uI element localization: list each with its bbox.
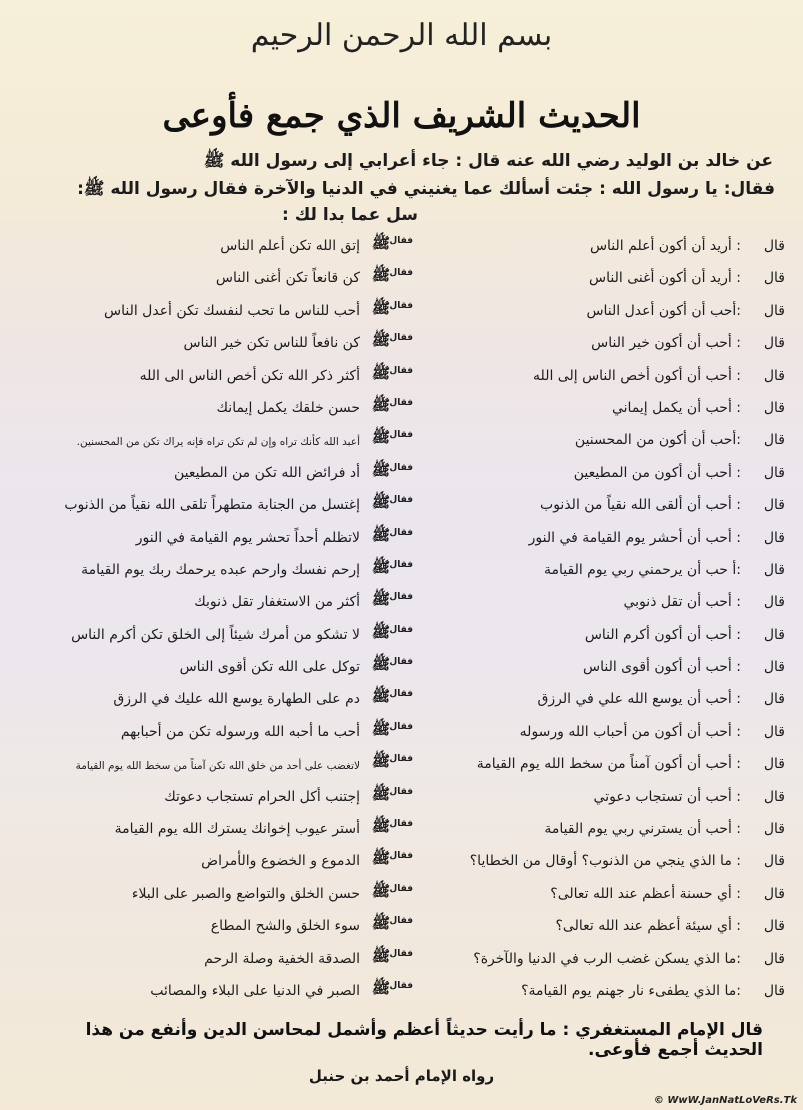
- qa-row: [20, 653, 785, 685]
- answer-label: فقال:: [385, 980, 413, 991]
- intro-line-2: فقال: يا رسول الله : جئت أسألك عما يغنيني في الدنيا والآخرة فقال رسول الله ﷺ:: [77, 179, 775, 199]
- answer-text: أكثر من الاستغفار تقل ذنوبك: [194, 594, 360, 611]
- qa-row: [20, 556, 785, 588]
- qa-row: [20, 297, 785, 329]
- qa-row: [20, 329, 785, 361]
- salawat-glyph: ﷺ: [371, 266, 390, 285]
- answer-text: سوء الخلق والشح المطاع: [210, 918, 360, 935]
- qa-row: [20, 459, 785, 491]
- question-label: قال: [763, 982, 785, 999]
- salawat-glyph: ﷺ: [371, 719, 390, 738]
- answer-label: فقال:: [385, 786, 413, 797]
- question-text: : ما الذي ينجي من الذنوب؟ أوقال من الخطايا؟: [469, 853, 741, 870]
- qa-row: [20, 426, 785, 458]
- answer-text: أحب ما أحبه الله ورسوله تكن من أحبابهم: [120, 723, 360, 740]
- salawat-glyph: ﷺ: [371, 428, 390, 447]
- question-label: قال: [763, 659, 785, 676]
- answer-label: فقال:: [385, 300, 413, 311]
- answer-text: إجتنب أكل الحرام تستجاب دعوتك: [164, 788, 360, 805]
- qa-row: [20, 588, 785, 620]
- salawat-glyph: ﷺ: [371, 655, 390, 674]
- qa-row: [20, 880, 785, 912]
- question-text: : أحب أن يسترني ربي يوم القيامة: [544, 821, 741, 838]
- qa-row: [20, 750, 785, 782]
- salawat-glyph: ﷺ: [371, 946, 390, 965]
- question-text: : أحب أن أكون خير الناس: [591, 335, 741, 352]
- question-label: قال: [763, 302, 785, 319]
- question-text: :ما الذي يسكن غضب الرب في الدنيا والآخرة؟: [473, 950, 741, 967]
- watermark: © WwW.JanNatLoVeRs.Tk: [653, 1095, 797, 1106]
- answer-label: فقال:: [385, 559, 413, 570]
- salawat-glyph: ﷺ: [371, 817, 390, 836]
- answer-text: دم على الطهارة يوسع الله عليك في الرزق: [113, 691, 360, 708]
- answer-label: فقال:: [385, 462, 413, 473]
- qa-row: [20, 815, 785, 847]
- closing-statement: قال الإمام المستغفري : ما رأيت حديثاً أعظم وأشمل لمحاسن الدين وأنفع من هذا الحديث أجمع فأوعى.: [85, 1020, 763, 1060]
- qa-row: [20, 524, 785, 556]
- intro-line-3: سل عما بدا لك :: [282, 205, 418, 225]
- question-label: قال: [763, 594, 785, 611]
- question-label: قال: [763, 367, 785, 384]
- qa-row: [20, 912, 785, 944]
- question-text: :أحب أن أكون أعدل الناس: [586, 302, 741, 319]
- salawat-glyph: ﷺ: [371, 557, 390, 576]
- salawat-glyph: ﷺ: [371, 752, 390, 771]
- question-label: قال: [763, 432, 785, 449]
- answer-text: أحب للناس ما تحب لنفسك تكن أعدل الناس: [103, 302, 360, 319]
- question-text: : أحب أن أحشر يوم القيامة في النور: [528, 529, 741, 546]
- question-text: : أريد أن أكون أغنى الناس: [589, 270, 741, 287]
- answer-text: لاتغضب على أحد من خلق الله تكن آمناً من سخط الله يوم القيامة: [75, 760, 360, 773]
- answer-label: فقال:: [385, 527, 413, 538]
- narrator-credit: رواه الإمام أحمد بن حنبل: [308, 1067, 495, 1085]
- question-label: قال: [763, 691, 785, 708]
- answer-label: فقال:: [385, 721, 413, 732]
- salawat-glyph: ﷺ: [371, 978, 390, 997]
- answer-text: إرحم نفسك وارحم عبده يرحمك ربك يوم القيامة: [81, 561, 360, 578]
- question-text: : أريد أن أكون أعلم الناس: [589, 238, 741, 254]
- question-label: قال: [763, 626, 785, 643]
- question-label: قال: [763, 853, 785, 870]
- qa-row: [20, 394, 785, 426]
- answer-text: توكل على الله تكن أقوى الناس: [179, 659, 360, 676]
- answer-text: أعبد الله كأنك تراه وإن لم تكن تراه فإنه يراك تكن من المحسنين.: [76, 436, 360, 449]
- salawat-glyph: ﷺ: [371, 363, 390, 382]
- qa-row: [20, 783, 785, 815]
- qa-row: [20, 362, 785, 394]
- salawat-glyph: ﷺ: [371, 395, 390, 414]
- salawat-glyph: ﷺ: [371, 914, 390, 933]
- bismillah-heading: بسم الله الرحمن الرحيم: [250, 18, 553, 53]
- question-label: قال: [763, 270, 785, 287]
- answer-label: فقال:: [385, 236, 413, 246]
- answer-text: إغتسل من الجنابة متطهراً تلقى الله نقياً من الذنوب: [64, 497, 360, 514]
- answer-label: فقال:: [385, 851, 413, 862]
- question-label: قال: [763, 561, 785, 578]
- question-label: قال: [763, 529, 785, 546]
- answer-label: فقال:: [385, 948, 413, 959]
- qa-row: [20, 621, 785, 653]
- question-label: قال: [763, 399, 785, 416]
- salawat-glyph: ﷺ: [371, 525, 390, 544]
- question-text: : أحب أن تقل ذنوبي: [623, 594, 741, 611]
- answer-text: لاتظلم أحداً تحشر يوم القيامة في النور: [135, 529, 360, 546]
- answer-text: أكثر ذكر الله تكن أخص الناس الى الله: [139, 367, 360, 384]
- salawat-glyph: ﷺ: [371, 849, 390, 868]
- question-text: : أحب أن أكون أقوى الناس: [582, 659, 741, 676]
- qa-row: [20, 718, 785, 750]
- page-title: الحديث الشريف الذي جمع فأوعى: [162, 96, 641, 136]
- answer-label: فقال:: [385, 624, 413, 635]
- salawat-glyph: ﷺ: [371, 298, 390, 317]
- question-text: :أحب أن أكون من المحسنين: [574, 432, 741, 449]
- question-text: : أحب أن يكمل إيماني: [611, 399, 741, 416]
- qa-row: [20, 977, 785, 1009]
- answer-label: فقال:: [385, 819, 413, 830]
- answer-label: فقال:: [385, 689, 413, 700]
- salawat-glyph: ﷺ: [371, 460, 390, 479]
- qa-row: [20, 491, 785, 523]
- qa-row: [20, 232, 785, 264]
- answer-text: الصدقة الخفية وصلة الرحم: [204, 950, 360, 967]
- answer-text: لا تشكو من أمرك شيئاً إلى الخلق تكن أكرم الناس: [71, 626, 360, 643]
- qa-row: [20, 264, 785, 296]
- answer-label: فقال:: [385, 365, 413, 376]
- answer-text: الصبر في الدنيا على البلاء والمصائب: [150, 982, 360, 999]
- question-label: قال: [763, 788, 785, 805]
- question-label: قال: [763, 238, 785, 254]
- question-label: قال: [763, 756, 785, 773]
- question-text: : أحب أن أكون من أحباب الله ورسوله: [519, 723, 741, 740]
- question-text: :أ حب أن يرحمني ربي يوم القيامة: [544, 561, 741, 578]
- answer-text: كن نافعاً للناس تكن خير الناس: [183, 335, 360, 352]
- question-text: : أحب أن أكون آمناً من سخط الله يوم القيامة: [476, 756, 741, 773]
- answer-text: حسن الخلق والتواضع والصبر على البلاء: [131, 885, 360, 902]
- question-text: : أي حسنة أعظم عند الله تعالى؟: [550, 885, 741, 902]
- qa-row: [20, 847, 785, 879]
- salawat-glyph: ﷺ: [371, 331, 390, 350]
- answer-label: فقال:: [385, 495, 413, 506]
- answer-label: فقال:: [385, 916, 413, 927]
- answer-text: كن قانعاً تكن أغنى الناس: [215, 270, 360, 287]
- salawat-glyph: ﷺ: [371, 590, 390, 609]
- answer-label: فقال:: [385, 883, 413, 894]
- question-label: قال: [763, 723, 785, 740]
- question-label: قال: [763, 464, 785, 481]
- answer-label: فقال:: [385, 430, 413, 441]
- question-text: : أحب أن أكون من المطيعين: [573, 464, 741, 481]
- salawat-glyph: ﷺ: [371, 687, 390, 706]
- qa-row: [20, 685, 785, 717]
- salawat-glyph: ﷺ: [371, 881, 390, 900]
- answer-label: فقال:: [385, 333, 413, 344]
- salawat-glyph: ﷺ: [371, 622, 390, 641]
- answer-label: فقال:: [385, 268, 413, 279]
- question-text: : أحب أن يوسع الله علي في الرزق: [537, 691, 741, 708]
- question-text: :ما الذي يطفىء نار جهنم يوم القيامة؟: [521, 982, 741, 999]
- question-label: قال: [763, 950, 785, 967]
- answer-label: فقال:: [385, 657, 413, 668]
- intro-line-1: عن خالد بن الوليد رضي الله عنه قال : جاء أعرابي إلى رسول الله ﷺ: [203, 151, 773, 171]
- question-text: : أي سيئة أعظم عند الله تعالى؟: [555, 918, 741, 935]
- answer-text: الدموع و الخضوع والأمراض: [201, 853, 360, 870]
- answer-label: فقال:: [385, 397, 413, 408]
- qa-list: [20, 232, 785, 1009]
- answer-text: أد فرائض الله تكن من المطيعين: [173, 464, 360, 481]
- question-label: قال: [763, 335, 785, 352]
- answer-text: حسن خلقك يكمل إيمانك: [216, 399, 360, 416]
- question-text: : أحب أن ألقى الله نقياً من الذنوب: [540, 497, 741, 514]
- salawat-glyph: ﷺ: [371, 234, 390, 252]
- answer-text: إتق الله تكن أعلم الناس: [220, 238, 360, 254]
- qa-row: [20, 945, 785, 977]
- question-text: : أحب أن تستجاب دعوتي: [593, 788, 741, 805]
- question-text: : أحب أن أكون أكرم الناس: [584, 626, 741, 643]
- question-label: قال: [763, 497, 785, 514]
- question-text: : أحب أن أكون أخص الناس إلى الله: [533, 367, 741, 384]
- salawat-glyph: ﷺ: [371, 784, 390, 803]
- answer-label: فقال:: [385, 754, 413, 765]
- question-label: قال: [763, 885, 785, 902]
- answer-label: فقال:: [385, 592, 413, 603]
- question-label: قال: [763, 918, 785, 935]
- salawat-glyph: ﷺ: [371, 493, 390, 512]
- question-label: قال: [763, 821, 785, 838]
- answer-text: أستر عيوب إخوانك يسترك الله يوم القيامة: [114, 821, 360, 838]
